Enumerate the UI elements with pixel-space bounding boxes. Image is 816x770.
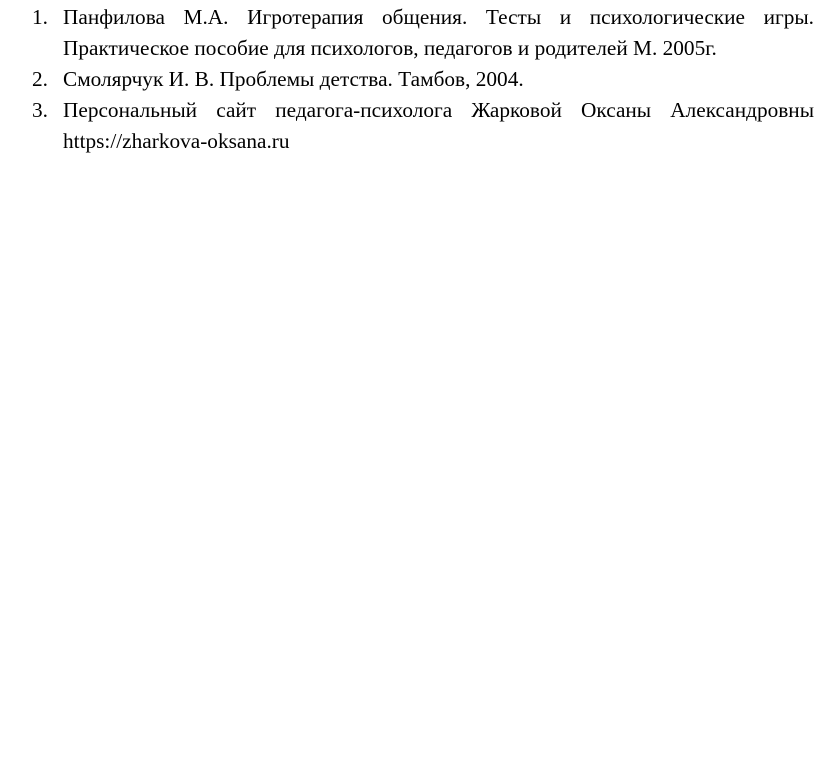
reference-item-1 bbox=[0, 2, 814, 64]
reference-item-3 bbox=[0, 95, 814, 157]
reference-text-3: Персональный сайт педагога-психолога Жарковой Оксаны Александровны https://zharkova-oksana.ru bbox=[63, 98, 814, 153]
reference-item-2 bbox=[0, 64, 814, 95]
reference-text-2: Смолярчук И. В. Проблемы детства. Тамбов, 2004. bbox=[63, 67, 524, 91]
reference-text-1: Панфилова М.А. Игротерапия общения. Тесты и психологические игры. Практическое пособие для психологов, педагогов и родителей М. 2005г. bbox=[63, 5, 814, 60]
reference-list bbox=[0, 2, 814, 157]
reference-number-2: 2. bbox=[32, 67, 48, 91]
reference-number-1: 1. bbox=[32, 5, 48, 29]
reference-number-3: 3. bbox=[32, 98, 48, 122]
